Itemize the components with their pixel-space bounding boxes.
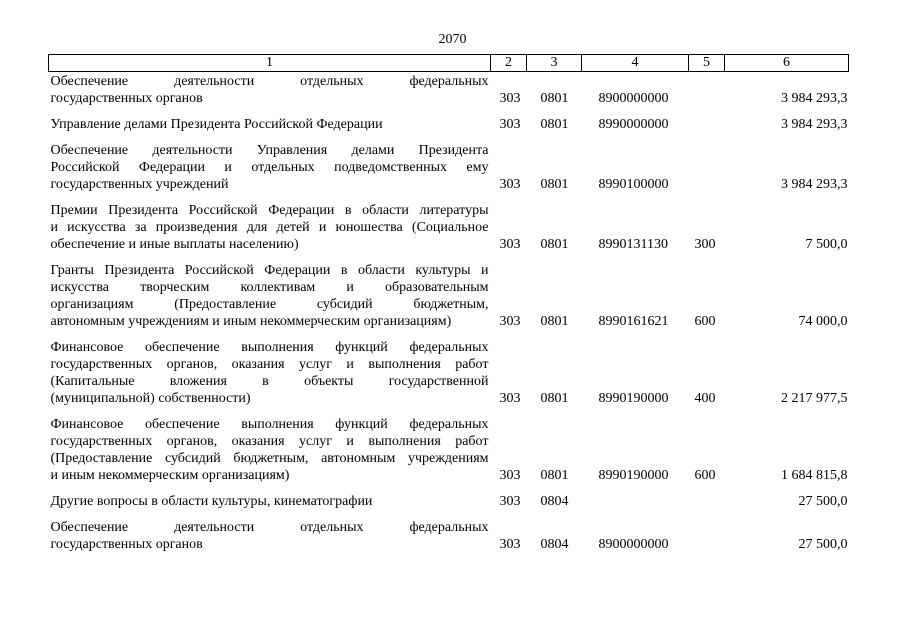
row-name [49,72,491,117]
col-2-value: 303 [499,391,521,406]
col-3-value: 0801 [540,91,569,106]
col-2-value: 303 [499,177,521,192]
amount-value: 3 984 293,3 [781,91,848,106]
col-4-value: 8990000000 [598,117,669,132]
col-5-value [689,142,725,202]
amount-value: 27 500,0 [798,537,848,552]
col-5-value: 400 [694,391,716,406]
col-2-value: 303 [499,117,521,132]
col-4-value: 8900000000 [598,537,669,552]
table-row [49,72,849,117]
amount-value: 27 500,0 [798,494,848,509]
col-3-value: 0801 [540,177,569,192]
row-name-line: (Капитальные вложения в объекты государственной [50,374,489,389]
col-3-value: 0804 [540,537,569,552]
col-3-value: 0801 [540,117,569,132]
table-row [49,116,849,142]
row-name-line: автономным учреждениям и иным некоммерческим организациям) [50,314,452,329]
row-name-line: искусства творческим коллективам и образовательным [50,280,489,295]
row-name-line: государственных органов, оказания услуг и выполнения работ [50,357,489,372]
col-5-value [689,493,725,519]
row-name-line: Финансовое обеспечение выполнения функций федеральных [50,417,489,432]
row-name-line: Другие вопросы в области культуры, кинематографии [50,494,373,509]
row-name-line: государственных органов [50,91,203,106]
row-name-line: Российской Федерации и отдельных подведомственных ему [50,160,489,175]
row-name [49,493,491,519]
table-row [49,493,849,519]
header-col-4: 4 [582,55,689,72]
row-name-line: Гранты Президента Российской Федерации в области культуры и [50,263,489,278]
row-name-line: организациям (Предоставление субсидий бюджетным, [50,297,489,312]
row-name [49,519,491,562]
row-name-line: Обеспечение деятельности отдельных федеральных [50,74,489,89]
col-2-value: 303 [499,91,521,106]
table-row [49,519,849,562]
col-3-value: 0801 [540,314,569,329]
row-name-line: Управление делами Президента Российской Федерации [50,117,383,132]
table-row [49,262,849,339]
table-body [49,72,849,563]
row-name-line: и искусства за произведения для детей и юношества (Социальное [50,220,489,235]
amount-value: 2 217 977,5 [781,391,848,406]
row-name-line: Обеспечение деятельности Управления делами Президента [50,143,489,158]
col-3-value: 0801 [540,391,569,406]
row-name-line: и иным некоммерческим организациям) [50,468,290,483]
col-4-value: 8900000000 [598,91,669,106]
table-row [49,339,849,416]
page-number: 2070 [438,32,467,47]
amount-value: 3 984 293,3 [781,117,848,132]
row-name [49,416,491,493]
row-name-line: Обеспечение деятельности отдельных федеральных [50,520,489,535]
table-row [49,416,849,493]
row-name-line: Финансовое обеспечение выполнения функций федеральных [50,340,489,355]
col-2-value: 303 [499,314,521,329]
col-5-value [689,72,725,117]
col-2-value: 303 [499,494,521,509]
row-name-line: государственных органов [50,537,203,552]
header-col-6: 6 [725,55,849,72]
amount-value: 1 684 815,8 [781,468,848,483]
col-4-value [582,493,689,519]
col-3-value: 0801 [540,468,569,483]
col-3-value: 0801 [540,237,569,252]
col-4-value: 8990161621 [598,314,669,329]
table-row [49,142,849,202]
col-3-value: 0804 [540,494,569,509]
col-5-value: 600 [694,468,716,483]
header-col-3: 3 [527,55,582,72]
col-2-value: 303 [499,237,521,252]
row-name [49,202,491,262]
col-5-value: 600 [694,314,716,329]
row-name-line: государственных учреждений [50,177,229,192]
budget-table [48,54,849,562]
table-row [49,202,849,262]
row-name [49,142,491,202]
col-2-value: 303 [499,468,521,483]
col-4-value: 8990131130 [598,237,668,252]
col-5-value [689,116,725,142]
header-col-1: 1 [49,55,491,72]
col-4-value: 8990190000 [598,391,669,406]
header-col-5: 5 [689,55,725,72]
header-row [49,55,849,72]
row-name-line: Премии Президента Российской Федерации в области литературы [50,203,489,218]
col-2-value: 303 [499,537,521,552]
row-name [49,262,491,339]
row-name-line: обеспечение и иные выплаты населению) [50,237,299,252]
row-name [49,116,491,142]
col-4-value: 8990100000 [598,177,669,192]
col-4-value: 8990190000 [598,468,669,483]
amount-value: 74 000,0 [798,314,848,329]
amount-value: 7 500,0 [805,237,848,252]
col-5-value: 300 [694,237,716,252]
col-5-value [689,519,725,562]
row-name-line: государственных органов, оказания услуг и выполнения работ [50,434,489,449]
amount-value: 3 984 293,3 [781,177,848,192]
row-name-line: (Предоставление субсидий бюджетным, автономным учреждениям [50,451,489,466]
row-name [49,339,491,416]
header-col-2: 2 [491,55,527,72]
row-name-line: (муниципальной) собственности) [50,391,251,406]
